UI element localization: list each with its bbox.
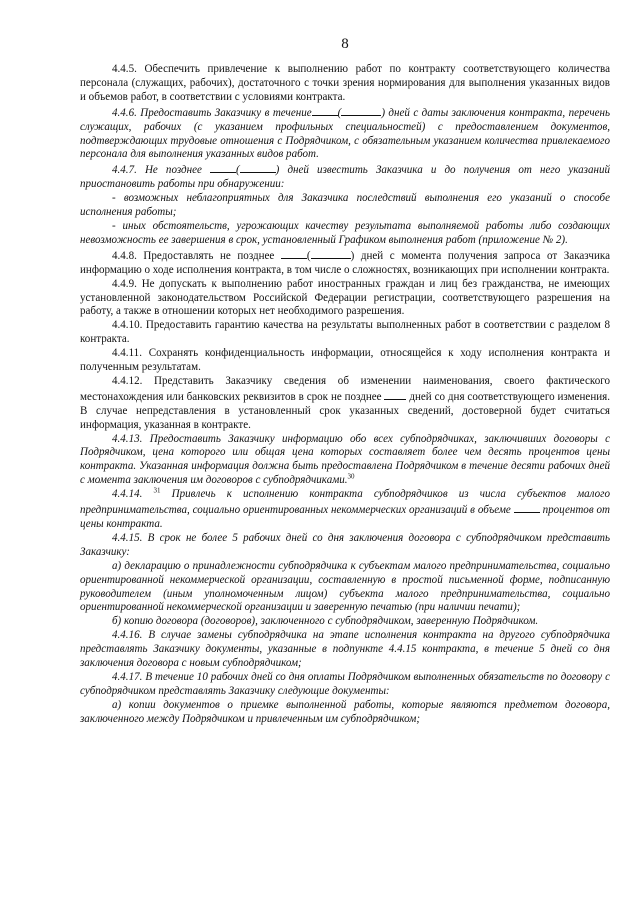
blank-field [311,248,351,259]
paragraph-text: 4.4.12. Представить Заказчику сведения об изменении наименования, своего фактического местонахождения или банковских реквизитов в срок не позднее [80,374,610,403]
paragraph-text: 4.4.14. [112,488,143,501]
blank-field [240,162,276,173]
blank-field [341,105,381,116]
paragraph-text: ) дней известить Заказчика и до получения от него указаний приостановить работы при обнаружении: [80,164,611,191]
paragraph-4-4-6 [80,105,610,163]
paragraph-4-4-12 [80,375,610,433]
paragraph-text: процентов от цены контракта. [80,504,610,530]
paragraph-text: ( [235,164,240,177]
paragraph-4-4-11: 4.4.11. Сохранять конфиденциальность информации, относящейся к ходу исполнения контракта и полученным результатам. [80,347,610,374]
paragraph-bullet-2: - иных обстоятельств, угрожающих качеству результата выполняемой работы либо создающих невозможность ее завершения в срок, установленный Графиком выполнения работ (приложение № 2). [80,219,610,246]
paragraph-text: 4.4.7. Не позднее [112,164,202,177]
paragraph-4-4-7 [80,162,610,192]
paragraph-4-4-8 [80,248,610,278]
paragraph-4-4-15-b: б) копию договора (договоров), заключенного с субподрядчиком, заверенную Подрядчиком. [112,615,539,628]
paragraph-4-4-16: 4.4.16. В случае замены субподрядчика на этапе исполнения контракта на другого субподрядчика представлять Заказчику документы, указанные в подпункте 4.4.15 контракта, в течение 5 дней со дня заключения договора с новым субподрядчиком; [80,629,610,670]
paragraph-4-4-15: 4.4.15. В срок не более 5 рабочих дней со дня заключения договора с субподрядчиком представить Заказчику: [80,531,610,558]
paragraph-text: 4.4.8. Предоставлять не позднее [112,249,275,262]
blank-field [281,248,307,259]
paragraph-text: 4.4.6. Предоставить Заказчику в течение [112,106,312,119]
paragraph-text: ) дней с момента получения запроса от Заказчика информацию о ходе исполнения контракта, в том числе о сложностях, возникающих при исполнении контракта. [80,249,611,276]
paragraph-4-4-17-a: а) копии документов о приемке выполненной работы, которые являются предметом договора, заключенного между Подрядчиком и привлеченным им субподрядчиком; [80,698,610,725]
paragraph-text: ) дней с даты заключения контракта, перечень служащих, рабочих (с указанием профильных специальностей) с предоставлением документов, подтверждающих трудовые отношения с Подрядчиком, с обязательным указанием количества привлекаемого персонала для выполнения указанных видов работ. [80,106,610,161]
blank-field [514,502,540,513]
footnote-ref: 30 [347,472,355,481]
paragraph-text: дней со дня соответствующего изменения. В случае непредставления в установленный срок указанных сведений, достоверной будет считаться информация, указанная в контракте. [80,390,610,431]
paragraph-text: ( [306,249,311,262]
blank-field [210,162,236,173]
paragraph-4-4-13 [80,433,610,489]
paragraph-4-4-10: 4.4.10. Предоставить гарантию качества на результаты выполненных работ в соответствии с разделом 8 контракта. [80,319,610,346]
paragraph-4-4-5: 4.4.5. Обеспечить привлечение к выполнению работ по контракту соответствующего количества персонала (служащих, рабочих), достаточного с точки зрения нормирования для выполнения указанных видов и объемов работ, в соответствии с условиями контракта. [80,63,610,103]
paragraph-4-4-15-a: а) декларацию о принадлежности субподрядчика к субъектам малого предпринимательства, социально ориентированной некоммерческой организации, составленную в простой письменной форме, подписанную руководителем (иным уполномоченным лицом) субъекта малого предпринимательства, социально ориентированной некоммерческой организации и заверенную печатью (при наличии печати); [80,559,610,614]
paragraph-4-4-14 [80,488,610,532]
blank-field [384,389,406,400]
paragraph-text: ( [337,106,342,119]
paragraph-text: Привлечь к исполнению контракта субподрядчиков из числа субъектов малого предпринимательства, социально ориентированных некоммерческих организаций в объеме [80,488,610,517]
paragraph-text: 4.4.13. Предоставить Заказчику информацию обо всех субподрядчиках, заключивших договоры с Подрядчиком, цена которого или общая цена которых составляет более чем десять процентов цены контракта. Указанная информация должна быть предоставлена Подрядчиком в течение десяти рабочих дней с момента заключения им договоров с субподрядчиками. [80,432,610,487]
paragraph-bullet-1: - возможных неблагоприятных для Заказчика последствий выполнения его указаний о способе исполнения работы; [80,192,610,219]
document-page [80,36,610,727]
paragraph-4-4-17: 4.4.17. В течение 10 рабочих дней со дня оплаты Подрядчиком выполненных обязательств по договору с субподрядчиком представлять Заказчику следующие документы: [80,670,610,697]
page-number: 8 [341,36,349,52]
paragraph-4-4-9: 4.4.9. Не допускать к выполнению работ иностранных граждан и лиц без гражданства, не имеющих установленной законодательством Российской Федерации регистрации, соответствующего разрешения на работу, а также в отношении которых нет необходимого разрешения. [80,277,610,318]
footnote-ref: 31 [153,486,161,495]
blank-field [312,105,338,116]
